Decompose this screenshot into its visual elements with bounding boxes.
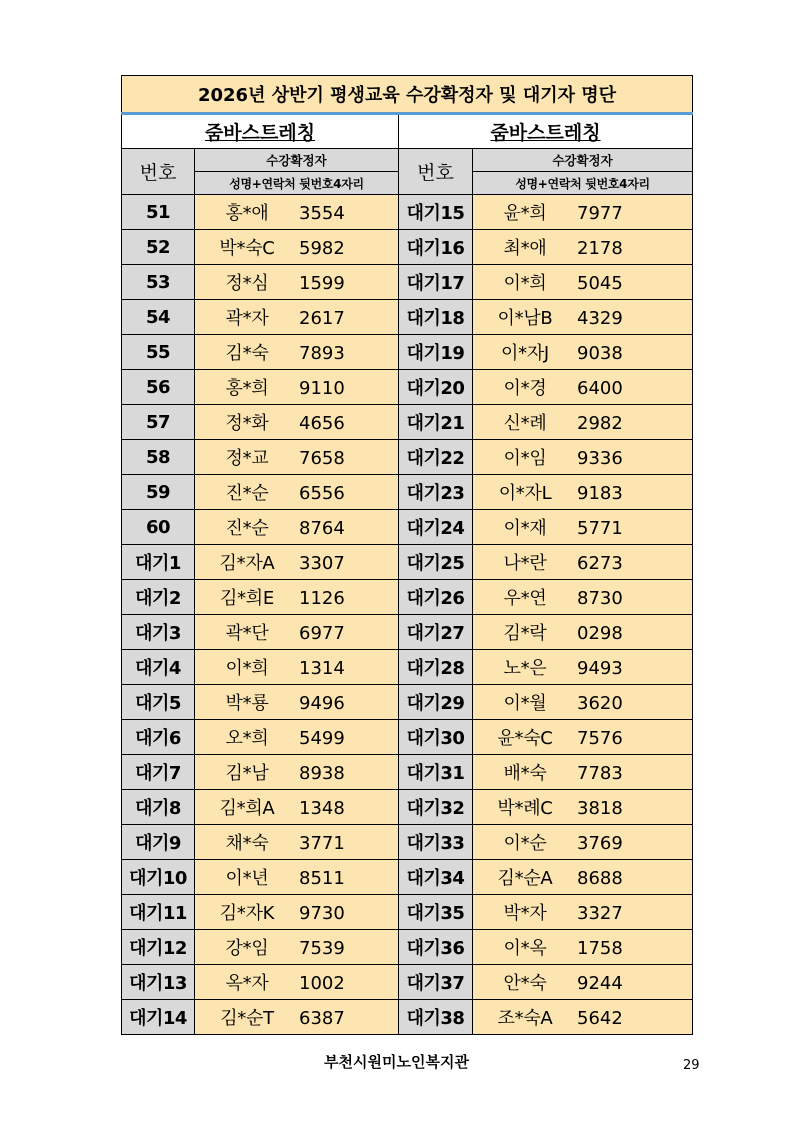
right-row-number: 대기23 [399, 475, 473, 510]
right-entry-cell [473, 965, 693, 1000]
right-entry-cell [473, 860, 693, 895]
phone-last4: 1348 [299, 798, 345, 819]
right-entry-cell [473, 405, 693, 440]
right-entry-cell [473, 545, 693, 580]
left-row-number: 52 [122, 230, 195, 265]
phone-last4: 3620 [577, 693, 623, 714]
member-name: 이*희 [503, 273, 547, 294]
footer-organization: 부천시원미노인복지관 [324, 1053, 469, 1071]
right-row-number: 대기19 [399, 335, 473, 370]
left-row-number: 57 [122, 405, 195, 440]
member-name: 박*자 [503, 903, 547, 924]
member-name: 홍*애 [225, 203, 269, 224]
phone-last4: 7539 [299, 938, 345, 959]
left-entry-cell [195, 755, 399, 790]
phone-last4: 7977 [577, 203, 623, 224]
member-name: 이*자L [498, 483, 552, 504]
phone-last4: 1758 [577, 938, 623, 959]
left-row-number: 51 [122, 195, 195, 230]
phone-last4: 8764 [299, 518, 345, 539]
left-row-number: 59 [122, 475, 195, 510]
phone-last4: 8511 [299, 868, 345, 889]
right-row-number: 대기32 [399, 790, 473, 825]
member-name: 곽*단 [225, 623, 269, 644]
phone-last4: 9336 [577, 448, 623, 469]
phone-last4: 3769 [577, 833, 623, 854]
right-entry-cell [473, 510, 693, 545]
right-row-number: 대기15 [399, 195, 473, 230]
left-subheader: 성명+연락처 뒷번호4자리 [195, 172, 399, 195]
right-row-number: 대기37 [399, 965, 473, 1000]
right-entry-cell [473, 475, 693, 510]
member-name: 윤*숙C [497, 728, 553, 749]
phone-last4: 6273 [577, 553, 623, 574]
member-name: 옥*자 [225, 973, 269, 994]
phone-last4: 1126 [299, 588, 345, 609]
member-name: 김*희E [220, 588, 274, 609]
right-entry-cell [473, 685, 693, 720]
right-row-number: 대기28 [399, 650, 473, 685]
phone-last4: 1002 [299, 973, 345, 994]
right-entry-cell [473, 825, 693, 860]
phone-last4: 8730 [577, 588, 623, 609]
roster-table [121, 75, 693, 1035]
right-entry-cell [473, 265, 693, 300]
table-row [122, 195, 693, 230]
member-name: 김*숙 [225, 343, 269, 364]
left-row-number: 대기9 [122, 825, 195, 860]
table-row [122, 895, 693, 930]
right-row-number: 대기22 [399, 440, 473, 475]
left-entry-cell [195, 615, 399, 650]
table-row [122, 545, 693, 580]
phone-last4: 3771 [299, 833, 345, 854]
left-entry-cell [195, 860, 399, 895]
right-row-number: 대기18 [399, 300, 473, 335]
left-row-number: 대기1 [122, 545, 195, 580]
phone-last4: 8938 [299, 763, 345, 784]
phone-last4: 4329 [577, 308, 623, 329]
table-row [122, 405, 693, 440]
right-entry-cell [473, 790, 693, 825]
member-name: 김*희A [219, 798, 275, 819]
member-name: 이*남B [497, 308, 553, 329]
phone-last4: 6977 [299, 623, 345, 644]
right-entry-cell [473, 300, 693, 335]
phone-last4: 4656 [299, 413, 345, 434]
phone-last4: 5642 [577, 1008, 623, 1029]
right-entry-cell [473, 195, 693, 230]
left-row-number: 대기13 [122, 965, 195, 1000]
member-name: 김*남 [225, 763, 269, 784]
left-row-number: 56 [122, 370, 195, 405]
left-row-number: 53 [122, 265, 195, 300]
phone-last4: 5499 [299, 728, 345, 749]
left-entry-cell [195, 300, 399, 335]
member-name: 김*자A [219, 553, 275, 574]
table-row [122, 265, 693, 300]
left-section-title: 줌바스트레칭 [122, 114, 399, 149]
phone-last4: 9038 [577, 343, 623, 364]
left-row-number: 대기10 [122, 860, 195, 895]
left-row-number: 대기14 [122, 1000, 195, 1035]
member-name: 채*숙 [225, 833, 269, 854]
page-number: 29 [683, 1058, 700, 1073]
right-row-number: 대기30 [399, 720, 473, 755]
left-entry-cell [195, 545, 399, 580]
left-entry-cell [195, 510, 399, 545]
member-name: 나*란 [503, 553, 547, 574]
member-name: 김*순T [220, 1008, 274, 1029]
phone-last4: 5982 [299, 238, 345, 259]
member-name: 진*순 [225, 518, 269, 539]
member-name: 이*년 [225, 868, 269, 889]
right-entry-cell [473, 335, 693, 370]
member-name: 박*룡 [225, 693, 269, 714]
right-entry-cell [473, 580, 693, 615]
left-row-number: 대기12 [122, 930, 195, 965]
member-name: 신*례 [503, 413, 547, 434]
left-entry-cell [195, 720, 399, 755]
table-row [122, 790, 693, 825]
phone-last4: 1314 [299, 658, 345, 679]
table-row [122, 860, 693, 895]
right-row-number: 대기26 [399, 580, 473, 615]
right-row-number: 대기21 [399, 405, 473, 440]
left-row-number: 대기8 [122, 790, 195, 825]
member-name: 정*화 [225, 413, 269, 434]
member-name: 이*재 [503, 518, 547, 539]
left-row-number: 54 [122, 300, 195, 335]
right-row-number: 대기17 [399, 265, 473, 300]
left-row-number: 대기11 [122, 895, 195, 930]
member-name: 이*옥 [503, 938, 547, 959]
right-number-header: 번호 [399, 149, 473, 195]
left-entry-cell [195, 580, 399, 615]
member-name: 배*숙 [503, 763, 547, 784]
right-row-number: 대기24 [399, 510, 473, 545]
left-entry-cell [195, 335, 399, 370]
table-row [122, 370, 693, 405]
table-row [122, 685, 693, 720]
member-name: 박*례C [497, 798, 553, 819]
right-entry-cell [473, 650, 693, 685]
right-entry-cell [473, 370, 693, 405]
table-row [122, 720, 693, 755]
table-row [122, 965, 693, 1000]
table-row [122, 755, 693, 790]
right-row-number: 대기29 [399, 685, 473, 720]
phone-last4: 9730 [299, 903, 345, 924]
left-entry-cell [195, 930, 399, 965]
left-entry-cell [195, 195, 399, 230]
left-entry-cell [195, 825, 399, 860]
left-row-number: 대기6 [122, 720, 195, 755]
right-row-number: 대기35 [399, 895, 473, 930]
right-subheader: 성명+연락처 뒷번호4자리 [473, 172, 693, 195]
left-entry-cell [195, 440, 399, 475]
phone-last4: 8688 [577, 868, 623, 889]
phone-last4: 9244 [577, 973, 623, 994]
table-row [122, 1000, 693, 1035]
member-name: 오*희 [225, 728, 269, 749]
phone-last4: 9496 [299, 693, 345, 714]
member-name: 김*순A [497, 868, 553, 889]
phone-last4: 6400 [577, 378, 623, 399]
left-entry-cell [195, 370, 399, 405]
phone-last4: 7783 [577, 763, 623, 784]
member-name: 우*연 [503, 588, 547, 609]
phone-last4: 2982 [577, 413, 623, 434]
left-row-number: 대기5 [122, 685, 195, 720]
right-entry-cell [473, 230, 693, 265]
right-row-number: 대기20 [399, 370, 473, 405]
member-name: 김*자K [219, 903, 275, 924]
right-entry-cell [473, 440, 693, 475]
phone-last4: 6387 [299, 1008, 345, 1029]
member-name: 이*자J [501, 343, 549, 364]
member-name: 이*월 [503, 693, 547, 714]
table-row [122, 650, 693, 685]
member-name: 윤*희 [503, 203, 547, 224]
left-number-header: 번호 [122, 149, 195, 195]
right-section-title: 줌바스트레칭 [399, 114, 693, 149]
right-entry-cell [473, 930, 693, 965]
member-name: 곽*자 [225, 308, 269, 329]
right-row-number: 대기31 [399, 755, 473, 790]
right-entry-cell [473, 1000, 693, 1035]
member-name: 이*임 [503, 448, 547, 469]
phone-last4: 2617 [299, 308, 345, 329]
left-entry-cell [195, 475, 399, 510]
phone-last4: 7658 [299, 448, 345, 469]
member-name: 박*숙C [219, 238, 275, 259]
member-name: 최*애 [503, 238, 547, 259]
phone-last4: 7576 [577, 728, 623, 749]
table-row [122, 300, 693, 335]
phone-last4: 9110 [299, 378, 345, 399]
member-name: 정*교 [225, 448, 269, 469]
phone-last4: 7893 [299, 343, 345, 364]
phone-last4: 3327 [577, 903, 623, 924]
phone-last4: 9493 [577, 658, 623, 679]
left-entry-cell [195, 650, 399, 685]
table-row [122, 335, 693, 370]
left-entry-cell [195, 685, 399, 720]
member-name: 이*희 [225, 658, 269, 679]
table-row [122, 230, 693, 265]
member-name: 이*경 [503, 378, 547, 399]
table-row [122, 475, 693, 510]
left-row-number: 대기2 [122, 580, 195, 615]
left-entry-cell [195, 405, 399, 440]
left-row-number: 60 [122, 510, 195, 545]
phone-last4: 0298 [577, 623, 623, 644]
phone-last4: 6556 [299, 483, 345, 504]
right-row-number: 대기16 [399, 230, 473, 265]
right-confirmed-header: 수강확정자 [473, 149, 693, 172]
right-row-number: 대기25 [399, 545, 473, 580]
member-name: 노*은 [503, 658, 547, 679]
member-name: 강*임 [225, 938, 269, 959]
right-row-number: 대기38 [399, 1000, 473, 1035]
left-entry-cell [195, 895, 399, 930]
document-title: 2026년 상반기 평생교육 수강확정자 및 대기자 명단 [122, 76, 693, 114]
right-row-number: 대기27 [399, 615, 473, 650]
table-row [122, 825, 693, 860]
table-row [122, 615, 693, 650]
right-entry-cell [473, 895, 693, 930]
table-row [122, 580, 693, 615]
right-entry-cell [473, 615, 693, 650]
phone-last4: 1599 [299, 273, 345, 294]
member-name: 진*순 [225, 483, 269, 504]
table-row [122, 930, 693, 965]
member-name: 조*숙A [497, 1008, 553, 1029]
table-row [122, 440, 693, 475]
left-row-number: 대기7 [122, 755, 195, 790]
table-row [122, 510, 693, 545]
member-name: 정*심 [225, 273, 269, 294]
right-entry-cell [473, 755, 693, 790]
member-name: 김*락 [503, 623, 547, 644]
right-row-number: 대기33 [399, 825, 473, 860]
right-row-number: 대기34 [399, 860, 473, 895]
phone-last4: 3554 [299, 203, 345, 224]
phone-last4: 2178 [577, 238, 623, 259]
left-entry-cell [195, 265, 399, 300]
member-name: 안*숙 [503, 973, 547, 994]
left-entry-cell [195, 1000, 399, 1035]
left-entry-cell [195, 790, 399, 825]
right-entry-cell [473, 720, 693, 755]
left-entry-cell [195, 230, 399, 265]
phone-last4: 3818 [577, 798, 623, 819]
member-name: 홍*희 [225, 378, 269, 399]
left-row-number: 대기3 [122, 615, 195, 650]
phone-last4: 5045 [577, 273, 623, 294]
left-confirmed-header: 수강확정자 [195, 149, 399, 172]
member-name: 이*순 [503, 833, 547, 854]
phone-last4: 5771 [577, 518, 623, 539]
left-entry-cell [195, 965, 399, 1000]
left-row-number: 55 [122, 335, 195, 370]
phone-last4: 3307 [299, 553, 345, 574]
left-row-number: 58 [122, 440, 195, 475]
right-row-number: 대기36 [399, 930, 473, 965]
phone-last4: 9183 [577, 483, 623, 504]
left-row-number: 대기4 [122, 650, 195, 685]
